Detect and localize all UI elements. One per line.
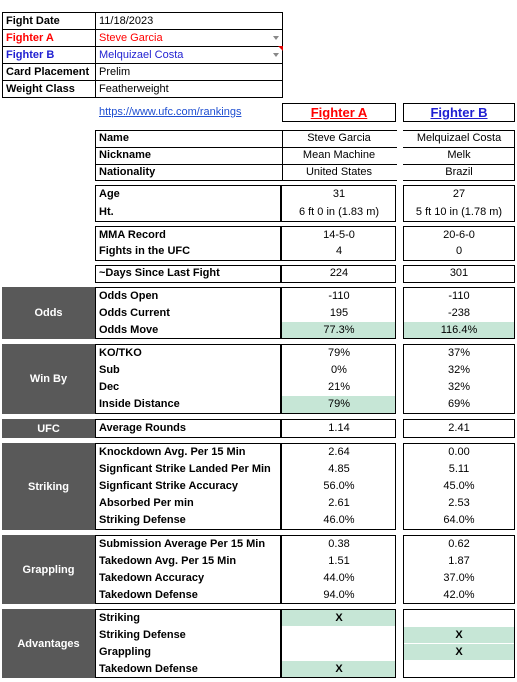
td-avg-label: Takedown Avg. Per 15 Min (99, 555, 237, 567)
fighter-b-select[interactable] (99, 47, 283, 64)
name-b: Melquizael Costa (416, 132, 502, 144)
days-b: 301 (449, 267, 469, 279)
td-avg-b: 1.87 (448, 555, 470, 567)
ufc-fights-a: 4 (335, 245, 343, 257)
comment-indicator-icon[interactable] (278, 46, 283, 51)
td-accuracy-b: 37.0% (443, 572, 475, 584)
age-a: 31 (332, 188, 346, 200)
adv-grappling-b: X (455, 646, 463, 658)
avg-rounds-b: 2.41 (448, 422, 470, 434)
absorbed-b: 2.53 (448, 497, 470, 509)
sig-strike-accuracy-b: 45.0% (443, 480, 475, 492)
odds-move-label: Odds Move (99, 324, 159, 336)
fighter-a-header: Fighter A (282, 103, 396, 122)
td-defense-b: 42.0% (443, 589, 475, 601)
fight-info-table (2, 12, 283, 98)
odds-category: Odds (2, 287, 95, 339)
odds-current-b: -238 (447, 307, 471, 319)
striking-defense-b: 64.0% (443, 514, 475, 526)
avg-rounds-label: Average Rounds (99, 422, 187, 434)
mma-record-a: 14-5-0 (323, 229, 355, 241)
absorbed-a: 2.61 (328, 497, 350, 509)
ufc-category: UFC (2, 419, 95, 438)
fighter-b-label: Fighter B (6, 49, 55, 61)
mma-record-label: MMA Record (99, 229, 166, 241)
adv-striking-label: Striking (99, 612, 140, 624)
inside-distance-b: 69% (447, 398, 471, 410)
odds-current-label: Odds Current (99, 307, 170, 319)
adv-striking-defense-b: X (455, 629, 463, 641)
dec-a: 21% (327, 381, 351, 393)
ko-tko-label: KO/TKO (99, 347, 142, 359)
card-placement-value[interactable]: Prelim (99, 66, 131, 78)
sig-strikes-landed-b: 5.11 (448, 463, 470, 475)
fight-date-label: Fight Date (6, 15, 60, 27)
sig-strikes-landed-a: 4.85 (328, 463, 350, 475)
fighter-b-header: Fighter B (403, 103, 515, 122)
inside-distance-label: Inside Distance (99, 398, 180, 410)
height-b: 5 ft 10 in (1.78 m) (415, 206, 503, 218)
adv-td-defense-label: Takedown Defense (99, 663, 198, 675)
age-b: 27 (452, 188, 466, 200)
card-placement-label: Card Placement (6, 66, 90, 78)
knockdown-a: 2.64 (328, 446, 350, 458)
td-accuracy-a: 44.0% (323, 572, 355, 584)
win-by-category: Win By (2, 344, 95, 414)
avg-rounds-a: 1.14 (328, 422, 350, 434)
weight-class-label: Weight Class (6, 83, 75, 95)
odds-open-a: -110 (328, 290, 350, 302)
knockdown-b: 0.00 (448, 446, 470, 458)
mma-record-b: 20-6-0 (443, 229, 475, 241)
sub-label: Sub (99, 364, 120, 376)
rankings-link[interactable]: https://www.ufc.com/rankings (99, 106, 242, 118)
fighter-a-label: Fighter A (6, 32, 54, 44)
td-accuracy-label: Takedown Accuracy (99, 572, 205, 584)
odds-current-a: 195 (329, 307, 349, 319)
odds-open-b: -110 (448, 290, 470, 302)
fighter-a-select[interactable] (99, 30, 283, 47)
ufc-fights-label: Fights in the UFC (99, 245, 191, 257)
ko-tko-a: 79% (327, 347, 351, 359)
fighter-b-value: Melquizael Costa (99, 49, 184, 61)
td-avg-a: 1.51 (328, 555, 350, 567)
sub-avg-a: 0.38 (328, 538, 350, 550)
dec-label: Dec (99, 381, 120, 393)
adv-striking-defense-label: Striking Defense (99, 629, 186, 641)
striking-defense-a: 46.0% (323, 514, 355, 526)
absorbed-label: Absorbed Per min (99, 497, 194, 509)
odds-move-b: 116.4% (440, 324, 478, 336)
odds-move-a: 77.3% (323, 324, 355, 336)
name-label: Name (99, 132, 129, 144)
nationality-b: Brazil (445, 166, 473, 178)
nickname-label: Nickname (99, 149, 151, 161)
adv-td-defense-a: X (335, 663, 343, 675)
knockdown-label: Knockdown Avg. Per 15 Min (99, 446, 246, 458)
td-defense-a: 94.0% (323, 589, 355, 601)
chevron-down-icon[interactable] (273, 53, 279, 57)
adv-striking-a: X (335, 612, 343, 624)
weight-class-value[interactable]: Featherweight (99, 83, 169, 95)
sig-strike-accuracy-label: Signficant Strike Accuracy (99, 480, 238, 492)
inside-distance-a: 79% (327, 398, 351, 410)
sub-avg-b: 0.62 (448, 538, 470, 550)
ko-tko-b: 37% (447, 347, 471, 359)
sub-avg-label: Submission Average Per 15 Min (99, 538, 266, 550)
nickname-a: Mean Machine (302, 149, 376, 161)
striking-defense-label: Striking Defense (99, 514, 186, 526)
odds-open-label: Odds Open (99, 290, 159, 302)
nationality-label: Nationality (99, 166, 156, 178)
height-label: Ht. (99, 206, 114, 218)
grappling-category: Grappling (2, 535, 95, 604)
days-label: ~Days Since Last Fight (99, 267, 220, 279)
fight-date-value[interactable]: 11/18/2023 (99, 15, 154, 27)
sub-b: 32% (447, 364, 471, 376)
adv-grappling-label: Grappling (99, 646, 151, 658)
td-defense-label: Takedown Defense (99, 589, 198, 601)
advantages-category: Advantages (2, 609, 95, 678)
age-label: Age (99, 188, 120, 200)
nickname-b: Melk (447, 149, 471, 161)
sig-strikes-landed-label: Signficant Strike Landed Per Min (99, 463, 271, 475)
sig-strike-accuracy-a: 56.0% (323, 480, 355, 492)
chevron-down-icon[interactable] (273, 36, 279, 40)
days-a: 224 (329, 267, 349, 279)
sub-a: 0% (331, 364, 347, 376)
fighter-a-value: Steve Garcia (99, 32, 163, 44)
height-a: 6 ft 0 in (1.83 m) (298, 206, 380, 218)
ufc-fights-b: 0 (455, 245, 463, 257)
striking-category: Striking (2, 443, 95, 530)
nationality-a: United States (305, 166, 373, 178)
dec-b: 32% (447, 381, 471, 393)
name-a: Steve Garcia (307, 132, 371, 144)
